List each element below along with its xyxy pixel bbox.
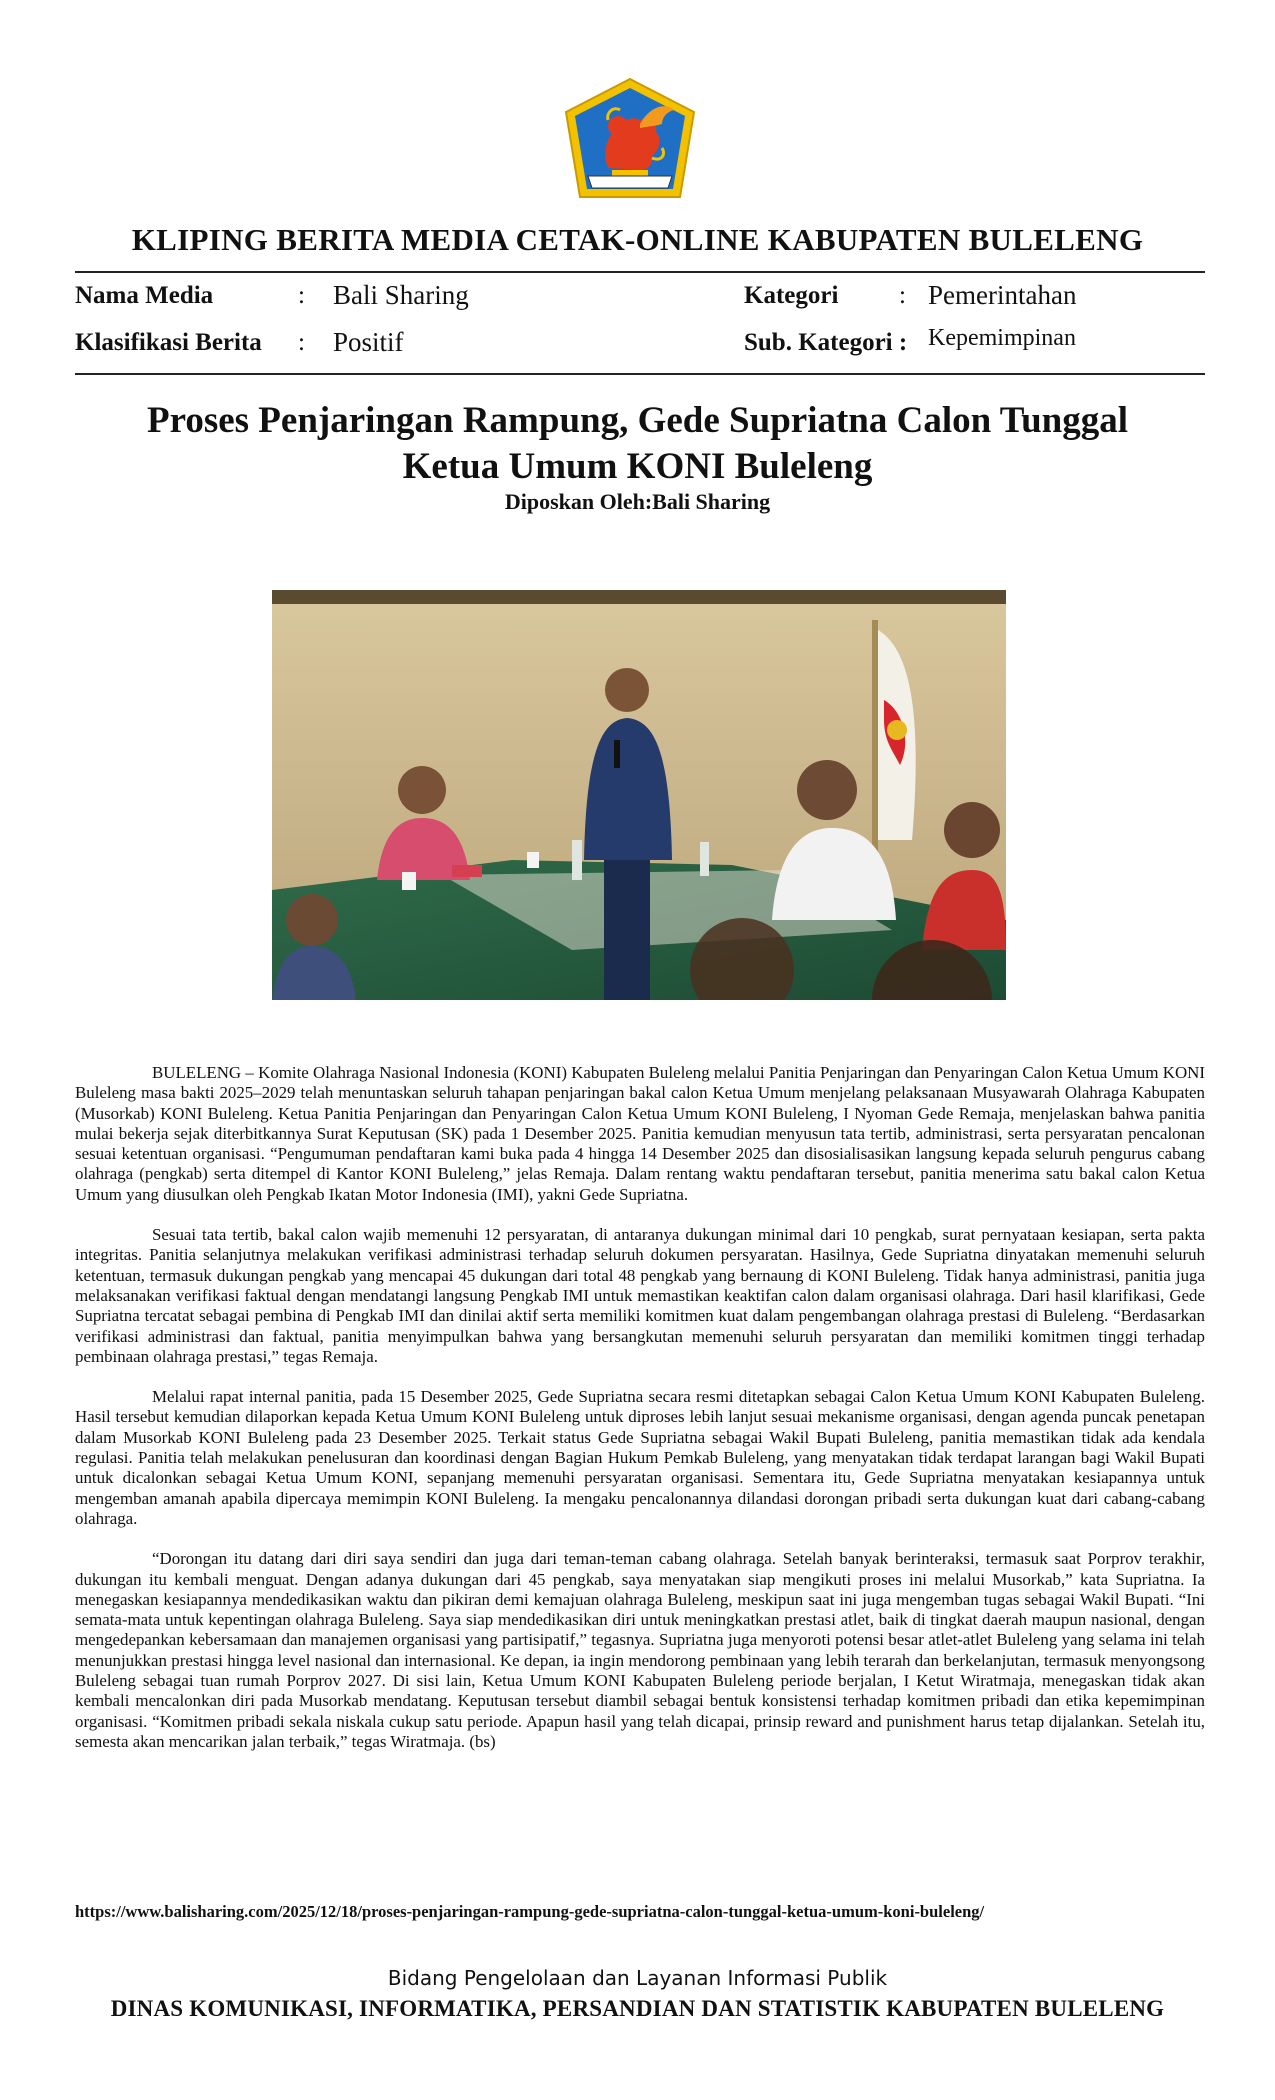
- kategori-label: Kategori: [744, 282, 839, 309]
- article-paragraph: “Dorongan itu datang dari diri saya sendiri dan juga dari teman-teman cabang olahraga. Setelah banyak berinteraksi, termasuk saat Porprov terakhir, dukungan itu kembali menguat. Dengan adanya dukungan dari 45 pengkab, saya menyatakan siap mengikuti proses ini melalui Musorkab,” kata Supriatna. Ia menegaskan kesiapannya mendedikasikan waktu dan pikiran demi kemajuan olahraga Buleleng, meskipun saat ini juga mengemban tugas sebagai Wakil Bupati. “Ini semata-mata untuk kepentingan olahraga Buleleng. Saya siap mendedikasikan diri untuk meningkatkan prestasi atlet, baik di tingkat daerah maupun nasional, dengan mengedepankan kebersamaan dan manajemen organisasi yang partisipatif,” tegasnya. Supriatna juga menyoroti potensi besar atlet-atlet Buleleng yang selama ini telah menunjukkan prestasi hingga level nasional dan internasional. Ke depan, ia ingin mendorong pembinaan yang lebih terarah dan berkelanjutan, termasuk menyongsong Buleleng sebagai tuan rumah Porprov 2027. Di sisi lain, Ketua Umum KONI Kabupaten Buleleng periode berjalan, I Ketut Wiratmaja, menegaskan tidak akan kembali mencalonkan diri pada Musorkab mendatang. Keputusan tersebut diambil sebagai bentuk konsistensi terhadap komitmen pribadi dan etika kepemimpinan organisasi. “Komitmen pribadi sekala niskala cukup satu periode. Apapun hasil yang telah dicapai, prinsip reward and punishment harus tetap dijalankan. Setelah itu, semesta akan mencarikan jalan terbaik,” tegas Wiratmaja. (bs): [75, 1549, 1205, 1751]
- article-headline: [100, 398, 1175, 490]
- source-url-link[interactable]: https://www.balisharing.com/2025/12/18/proses-penjaringan-rampung-gede-supriatna-calon-tunggal-ketua-umum-koni-buleleng/: [75, 1902, 985, 1921]
- media-label: Nama Media: [75, 282, 214, 309]
- kategori-colon: :: [899, 282, 906, 309]
- media-colon: :: [298, 282, 305, 309]
- klasifikasi-value: Positif: [333, 327, 404, 357]
- klasifikasi-label: Klasifikasi Berita: [75, 329, 262, 356]
- headline-line-2: Ketua Umum KONI Buleleng: [402, 446, 873, 487]
- footer-department: Bidang Pengelolaan dan Layanan Informasi Publik: [387, 1966, 888, 1990]
- footer-office: DINAS KOMUNIKASI, INFORMATIKA, PERSANDIAN DAN STATISTIK KABUPATEN BULELENG: [110, 1996, 1165, 2021]
- meeting-photo-icon: [272, 590, 1006, 1000]
- headline-line-1: Proses Penjaringan Rampung, Gede Supriatna Calon Tunggal: [146, 400, 1129, 441]
- article-paragraph: Sesuai tata tertib, bakal calon wajib memenuhi 12 persyaratan, di antaranya dukungan minimal dari 10 pengkab, surat pernyataan kesiapan, serta pakta integritas. Panitia selanjutnya melakukan verifikasi administrasi terhadap seluruh dokumen persyaratan. Hasilnya, Gede Supriatna dinyatakan memenuhi seluruh ketentuan, termasuk dukungan pengkab yang mencapai 45 dukungan dari total 48 pengkab yang bernaung di KONI Buleleng. Tidak hanya administrasi, panitia juga melaksanakan verifikasi faktual dengan mendatangi langsung Pengkab IMI untuk memastikan keaktifan calon dalam organisasi olahraga. Dari hasil klarifikasi, Gede Supriatna tercatat sebagai pembina di Pengkab IMI dan dinilai aktif serta memiliki komitmen kuat dalam pengembangan olahraga prestasi di Buleleng. “Berdasarkan verifikasi administrasi dan faktual, panitia menyimpulkan bahwa yang bersangkutan memenuhi seluruh persyaratan dan memiliki komitmen tinggi terhadap pembinaan olahraga prestasi,” tegas Remaja.: [75, 1225, 1205, 1366]
- klasifikasi-colon: :: [298, 329, 305, 356]
- kliping-title: KLIPING BERITA MEDIA CETAK-ONLINE KABUPATEN BULELENG: [131, 222, 1144, 257]
- article-body: [75, 1063, 1205, 1772]
- kategori-value: Pemerintahan: [928, 280, 1077, 310]
- article-paragraph: Melalui rapat internal panitia, pada 15 Desember 2025, Gede Supriatna secara resmi ditetapkan sebagai Calon Ketua Umum KONI Kabupaten Buleleng. Hasil tersebut kemudian dilaporkan kepada Ketua Umum KONI Buleleng untuk diproses lebih lanjut sesuai mekanisme organisasi, dengan agenda puncak penetapan dalam Musorkab KONI Buleleng pada 23 Desember 2025. Terkait status Gede Supriatna sebagai Wakil Bupati Buleleng, panitia memastikan tidak ada kendala regulasi. Panitia telah melakukan penelusuran dan koordinasi dengan Bagian Hukum Pemkab Buleleng, yang menyatakan tidak terdapat larangan bagi Wakil Bupati untuk dicalonkan sebagai Ketua Umum KONI, sepanjang memenuhi persyaratan organisasi. Sementara itu, Gede Supriatna menyatakan kesiapannya untuk mengemban amanah apabila dipercaya memimpin KONI Buleleng. Ia mengaku pencalonannya dilandasi dorongan pribadi serta dukungan kuat dari cabang-cabang olahraga.: [75, 1387, 1205, 1528]
- article-byline: Diposkan Oleh:Bali Sharing: [504, 489, 771, 514]
- buleleng-crest-icon: [562, 76, 698, 200]
- article-paragraph: BULELENG – Komite Olahraga Nasional Indonesia (KONI) Kabupaten Buleleng melalui Panitia Penjaringan dan Penyaringan Calon Ketua Umum KONI Buleleng masa bakti 2025–2029 telah menuntaskan seluruh tahapan penjaringan bakal calon Ketua Umum menjelang pelaksanaan Musyawarah Olahraga Kabupaten (Musorkab) KONI Buleleng. Ketua Panitia Penjaringan dan Penyaringan Calon Ketua Umum KONI Buleleng, I Nyoman Gede Remaja, menjelaskan bahwa panitia mulai bekerja sejak diterbitkannya Surat Keputusan (SK) pada 1 Desember 2025. Panitia kemudian menyusun tata tertib, administrasi, serta persyaratan pencalonan sesuai ketentuan organisasi. “Pengumuman pendaftaran kami buka pada 4 hingga 14 Desember 2025 dan disosialisasikan langsung kepada seluruh pengurus cabang olahraga (pengkab) serta ditempel di Kantor KONI Buleleng,” jelas Remaja. Dalam rentang waktu pendaftaran tersebut, panitia menerima satu bakal calon Ketua Umum yang diusulkan oleh Pengkab Ikatan Motor Indonesia (IMI), yakni Gede Supriatna.: [75, 1063, 1205, 1204]
- subkategori-label: Sub. Kategori :: [744, 329, 908, 356]
- subkategori-value: Kepemimpinan: [928, 325, 1076, 351]
- header-divider-top: [75, 271, 1205, 273]
- header-divider-bottom: [75, 373, 1205, 375]
- media-value: Bali Sharing: [333, 280, 469, 310]
